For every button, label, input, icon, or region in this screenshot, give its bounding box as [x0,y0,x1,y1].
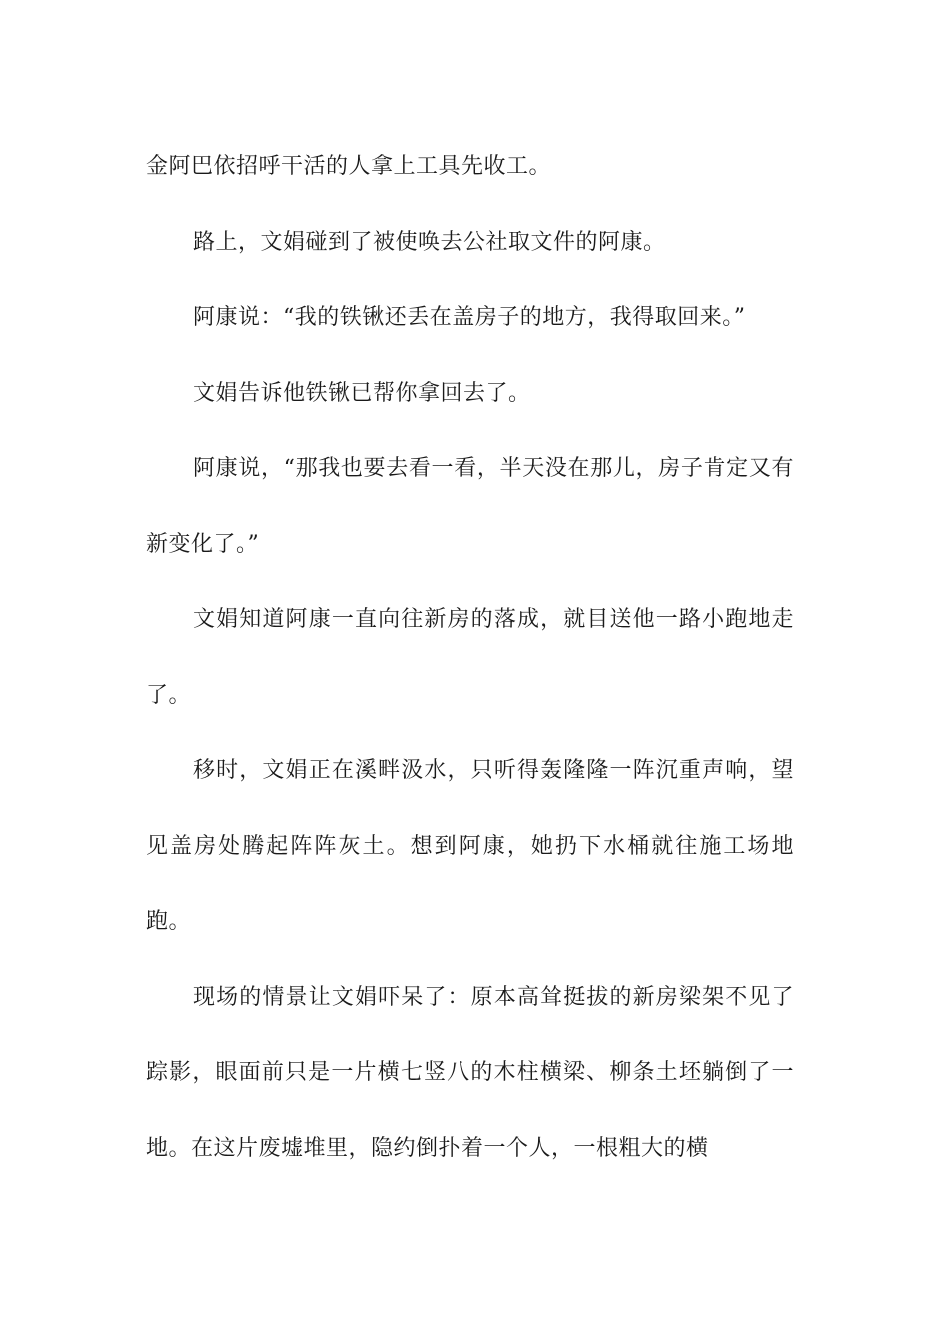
paragraph: 移时，文娟正在溪畔汲水，只听得轰隆隆一阵沉重声响，望见盖房处腾起阵阵灰土。想到阿康，她扔下水桶就往施工场地跑。 [146,758,794,934]
paragraph: 阿康说，“那我也要去看一看，半天没在那儿，房子肯定又有新变化了。” [146,456,794,557]
paragraph: 阿康说：“我的铁锹还丢在盖房子的地方，我得取回来。” [193,305,746,330]
paragraph: 路上，文娟碰到了被使唤去公社取文件的阿康。 [193,229,666,255]
paragraph: 现场的情景让文娟吓呆了：原本高耸挺拔的新房梁架不见了踪影，眼面前只是一片横七竖八的木柱横梁、柳条土坯躺倒了一地。在这片废墟堆里，隐约倒扑着一个人，一根粗大的横 [146,984,794,1161]
paragraph-continued: 金阿巴依招呼干活的人拿上工具先收工。 [146,154,552,179]
paragraph: 文娟知道阿康一直向往新房的落成，就目送他一路小跑地走了。 [146,607,794,708]
paragraph: 文娟告诉他铁锹已帮你拿回去了。 [193,380,531,406]
document-body [146,129,794,1186]
